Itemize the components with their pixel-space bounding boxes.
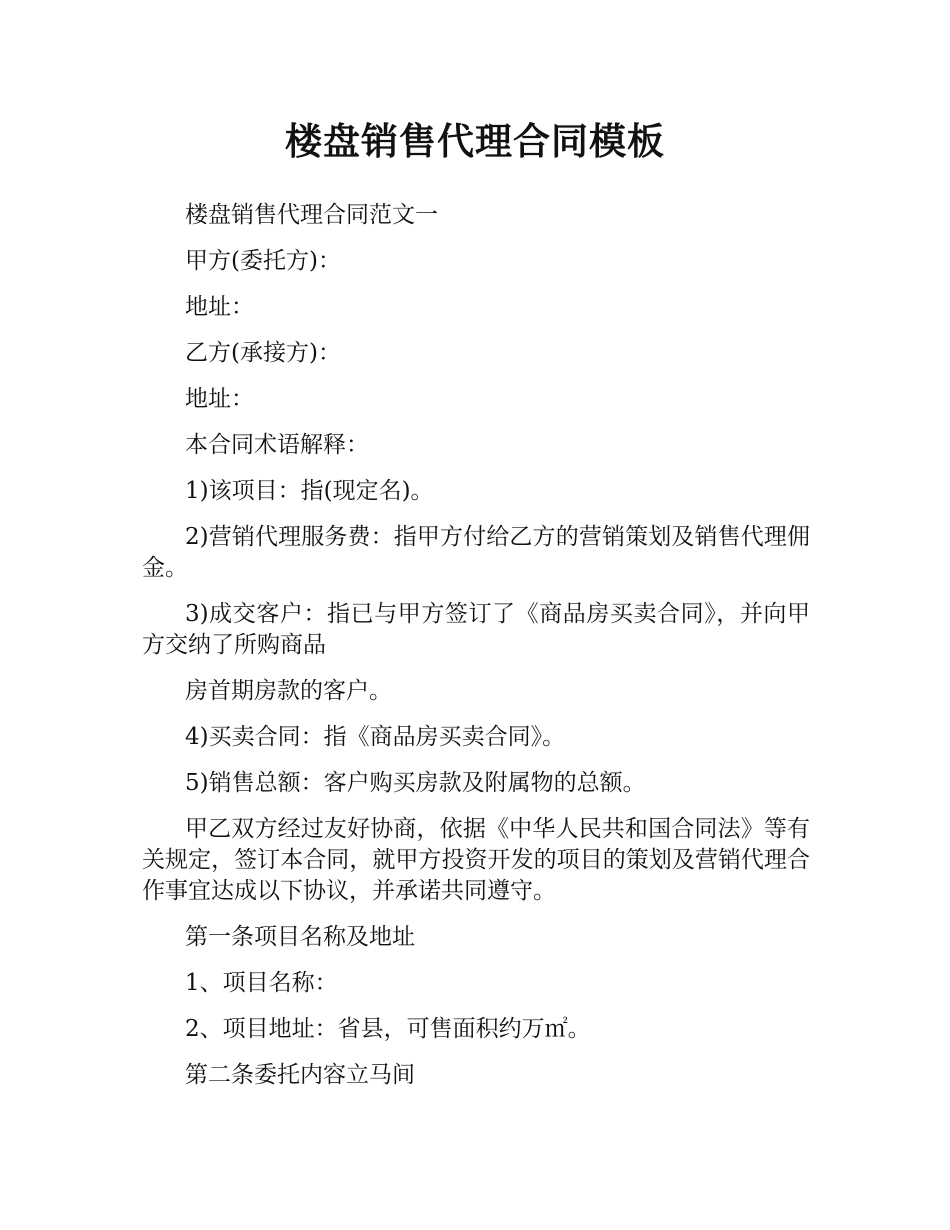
paragraph-party-a-address: 地址： — [185, 294, 254, 320]
paragraph-terms-heading: 本合同术语解释： — [185, 432, 369, 458]
paragraph-party-a: 甲方(委托方)： — [185, 248, 341, 274]
paragraph-term-1: 1)该项目：指(现定名)。 — [185, 478, 434, 504]
document-body — [142, 200, 810, 1106]
paragraph-article-2: 第二条委托内容立马间 — [185, 1062, 415, 1088]
paragraph-heading-sample: 楼盘销售代理合同范文一 — [185, 202, 438, 228]
paragraph-term-4: 4)买卖合同：指《商品房买卖合同》。 — [185, 724, 566, 750]
paragraph-term-2: 2)营销代理服务费：指甲方付给乙方的营销策划及销售代理佣金。 — [142, 524, 810, 581]
paragraph-party-b: 乙方(承接方)： — [185, 340, 341, 366]
paragraph-term-3-continued: 房首期房款的客户。 — [185, 678, 392, 704]
document-title: 楼盘销售代理合同模板 — [285, 120, 665, 163]
paragraph-article-1: 第一条项目名称及地址 — [185, 924, 415, 950]
paragraph-project-name: 1、项目名称： — [185, 970, 338, 996]
paragraph-term-3: 3)成交客户：指已与甲方签订了《商品房买卖合同》，并向甲方交纳了所购商品 — [142, 601, 810, 658]
paragraph-agreement-intro: 甲乙双方经过友好协商，依据《中华人民共和国合同法》等有关规定，签订本合同，就甲方投资开发的项目的策划及营销代理合作事宜达成以下协议，并承诺共同遵守。 — [142, 816, 810, 904]
paragraph-project-address: 2、项目地址：省县，可售面积约万㎡。 — [185, 1016, 591, 1042]
paragraph-party-b-address: 地址： — [185, 386, 254, 412]
paragraph-term-5: 5)销售总额：客户购买房款及附属物的总额。 — [185, 770, 646, 796]
